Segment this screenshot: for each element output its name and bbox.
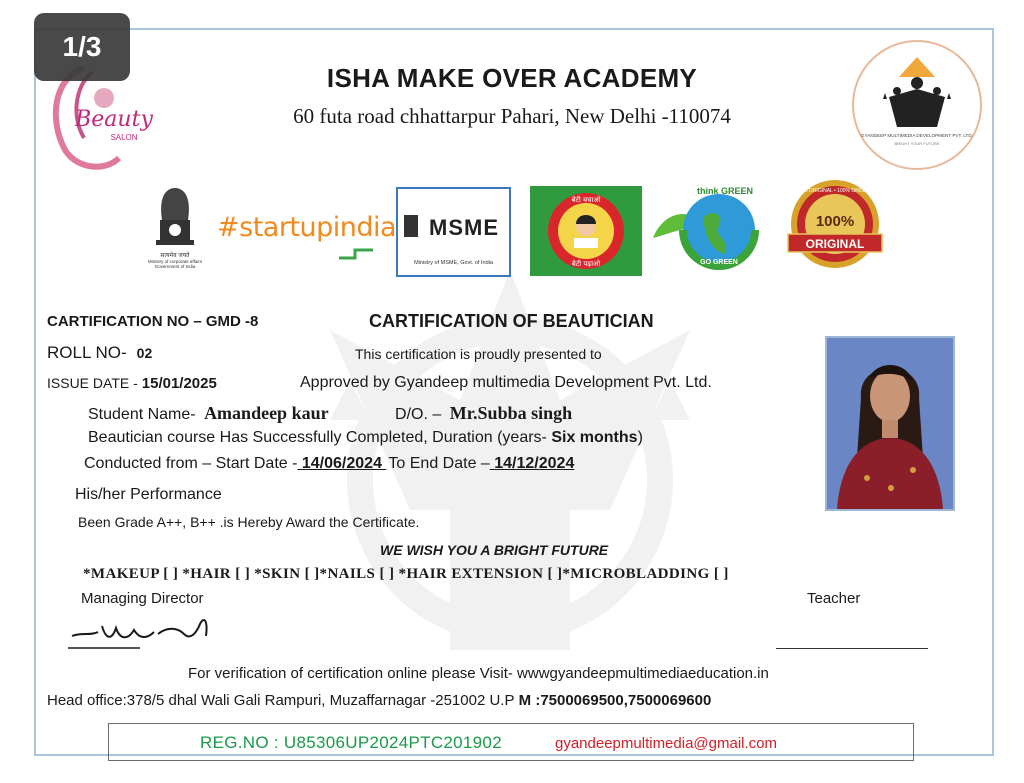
contact-email[interactable]: gyandeepmultimedia@gmail.com — [555, 735, 777, 752]
think-green-logo — [645, 178, 771, 280]
beti-bachao-logo — [530, 186, 642, 276]
certificate-heading: CARTIFICATION OF BEAUTICIAN — [369, 311, 654, 331]
startup-india-text: #startupindia — [217, 212, 397, 243]
end-label: To End Date – — [388, 455, 490, 472]
issue-label: ISSUE DATE - — [47, 375, 138, 391]
grade-line: Been Grade A++, B++ .is Hereby Award the Certificate. — [78, 514, 420, 530]
roll-label: ROLL NO- — [47, 343, 127, 362]
msme-logo-word: MSME — [429, 215, 499, 240]
roll-number — [47, 343, 152, 363]
msme-logo — [396, 187, 511, 277]
teacher-label: Teacher — [807, 590, 861, 607]
teacher-signature-line — [776, 648, 928, 649]
gyandeep-logo — [849, 37, 985, 173]
father-name: Mr.Subba singh — [449, 403, 573, 423]
gyandeep-logo-tagline: BRIGHT YOUR FUTURE — [894, 141, 940, 146]
presented-line: This certification is proudly presented to — [355, 346, 602, 362]
end-date: 14/12/2024 — [489, 455, 575, 472]
managing-director-label: Managing Director — [81, 590, 204, 607]
roll-value: 02 — [136, 345, 153, 361]
original-percent: 100% — [815, 213, 855, 230]
issue-value: 15/01/2025 — [141, 375, 217, 392]
go-green-text: GO GREEN — [700, 259, 738, 266]
beauty-logo-word: Beauty — [75, 107, 153, 132]
course-close: ) — [637, 429, 643, 446]
start-date: 14/06/2024 — [297, 455, 387, 472]
original-ring-text: 100% ORIGINAL • 100% ORIGINAL — [794, 188, 876, 194]
ashoka-emblem — [138, 184, 212, 278]
course-duration: Six months — [546, 429, 638, 446]
emblem-caption-3: Government of India — [154, 264, 196, 269]
mobile-label: M : — [514, 692, 541, 709]
msme-caption: Ministry of MSME, Govt. of India — [414, 260, 493, 266]
original-badge — [784, 178, 886, 274]
certification-number: CARTIFICATION NO – GMD -8 — [47, 313, 259, 330]
issue-date — [47, 375, 217, 392]
academy-address: 60 futa road chhattarpur Pahari, New Delhi -110074 — [293, 104, 731, 128]
beti-bachao-text: बेटी बचाओ — [571, 196, 601, 204]
head-office-line — [47, 692, 711, 709]
original-ribbon-text: ORIGINAL — [805, 237, 865, 251]
verification-line: For verification of certification online please Visit- wwwgyandeepmultimediaeducation.in — [188, 665, 769, 682]
academy-name: ISHA MAKE OVER ACADEMY — [326, 63, 698, 93]
course-text: Beautician course Has Successfully Completed, Duration (years- — [88, 429, 547, 446]
course-line — [88, 429, 643, 447]
beti-padhao-text: बेटी पढ़ाओ — [571, 260, 601, 268]
director-signature — [68, 606, 218, 654]
wish-line: WE WISH YOU A BRIGHT FUTURE — [380, 542, 609, 558]
gyandeep-logo-text: GYANDEEP MULTIMEDIA DEVELOPMENT PVT. LTD. — [861, 133, 973, 138]
startup-step-icon — [337, 246, 387, 260]
student-label: Student Name- — [88, 406, 196, 423]
student-name: Amandeep kaur — [204, 403, 329, 423]
registration-number: REG.NO : U85306UP2024PTC201902 — [200, 733, 502, 752]
student-photo — [825, 336, 955, 511]
student-photo-image — [827, 338, 953, 509]
office-address: Head office:378/5 dhal Wali Gali Rampuri, Muzaffarnagar -251002 U.P — [47, 692, 515, 709]
mobile-numbers: 7500069500,7500069600 — [540, 692, 712, 709]
page-counter[interactable]: 1/3 — [34, 13, 130, 81]
course-checklist: *MAKEUP [ ] *HAIR [ ] *SKIN [ ]*NAILS [ ] *HAIR EXTENSION [ ]*MICROBLADDING [ ] — [83, 566, 729, 582]
msme-logo-icon — [398, 201, 509, 251]
think-green-text: think GREEN — [696, 186, 754, 196]
emblem-caption-2: Ministry of corporate affairs — [147, 259, 203, 264]
startup-india-logo — [217, 212, 397, 262]
emblem-caption-1: सत्यमेव जयते — [160, 253, 190, 259]
performance-label: His/her Performance — [75, 486, 222, 503]
approved-line: Approved by Gyandeep multimedia Development Pvt. Ltd. — [300, 374, 712, 391]
student-line — [88, 403, 572, 424]
ashoka-emblem-icon — [138, 184, 212, 246]
do-label: D/O. – — [395, 406, 442, 423]
conducted-label: Conducted from – Start Date - — [84, 455, 298, 472]
conducted-line — [84, 455, 574, 473]
beauty-logo-sub: SALON — [110, 133, 138, 142]
